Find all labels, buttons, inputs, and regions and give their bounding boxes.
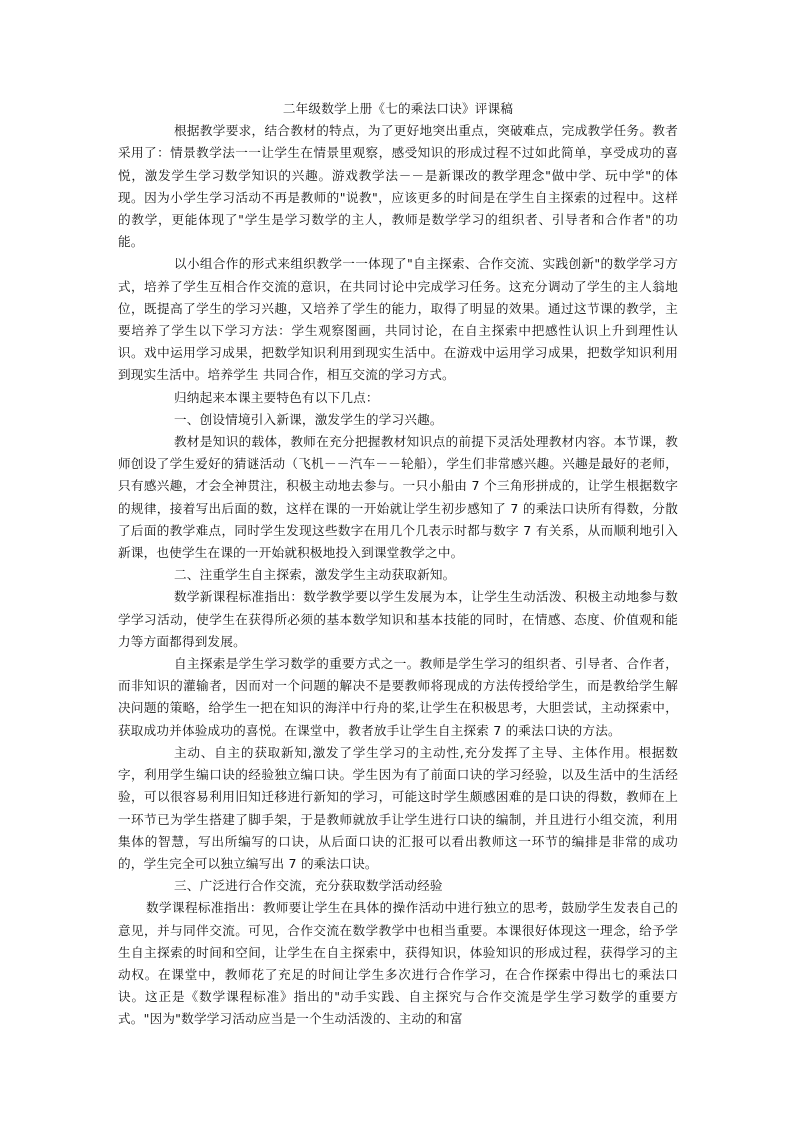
document-page	[118, 98, 678, 1031]
section-heading: 一、创设情境引入新课，激发学生的学习兴趣。	[174, 411, 443, 427]
document-title: 二年级数学上册《七的乘法口诀》评课稿	[282, 101, 514, 116]
section-heading: 二、注重学生自主探索，激发学生主动获取新知。	[174, 567, 456, 583]
paragraph: 数学课程标准指出：教师要让学生在具体的操作活动中进行独立的思考，鼓励学生发表自己的意见，并与同伴交流。可见，合作交流在数学教学中也相当重要。本课很好体现这一理念，给予学生自主探索的时间和空间，让学生在自主探索中，获得知识，体验知识的形成过程，获得学习的主动权。在课堂中，教师花了充足的时间让学生多次进行合作学习，在合作探索中得出七的乘法口诀。这正是《数学课程标准》指出的"动手实践、自主探究与合作交流是学生学习数学的重要方式。"因为"数学学习活动应当是一个生动活泼的、主动的和富	[118, 900, 678, 1027]
paragraph: 数学新课程标准指出：数学教学要以学生发展为本，让学生生动活泼、积极主动地参与数学学习活动，使学生在获得所必须的基本数学知识和基本技能的同时，在情感、态度、价值观和能力等方面都得到发展。	[118, 589, 678, 649]
section-heading: 三、广泛进行合作交流，充分获取数学活动经验	[174, 878, 443, 894]
paragraph: 教材是知识的载体，教师在充分把握教材知识点的前提下灵活处理教材内容。本节课，教师创设了学生爱好的猜谜活动（飞机－－汽车－－轮船），学生们非常感兴趣。兴趣是最好的老师，只有感兴趣，才会全神贯注，积极主动地去参与。一只小船由 7 个三角形拼成的，让学生根据数字的规律，接着写出后面的数，这样在课的一开始就让学生初步感知了 7 的乘法口诀所有得数，分散了后面的教学难点，同时学生发现这些数字在用几个几表示时都与数字 7 有关系，从而顺利地引入新课，也使学生在课的一开始就积极地投入到课堂教学之中。	[118, 434, 678, 561]
paragraph: 以小组合作的形式来组织教学一一体现了"自主探索、合作交流、实践创新"的数学学习方式，培养了学生互相合作交流的意识，在共同讨论中完成学习任务。这充分调动了学生的主人翁地位，既提高了学生的学习兴趣，又培养了学生的能力，取得了明显的效果。通过这节课的教学，主要培养了学生以下学习方法：学生观察图画，共同讨论，在自主探索中把感性认识上升到理性认识。戏中运用学习成果，把数学知识利用到现实生活中。在游戏中运用学习成果，把数学知识利用到现实生活中。培养学生 共同合作，相互交流的学习方式。	[118, 256, 678, 383]
paragraph: 归纳起来本课主要特色有以下几点：	[174, 389, 379, 405]
paragraph: 主动、自主的获取新知,激发了学生学习的主动性,充分发挥了主导、主体作用。根据数字，利用学生编口诀的经验独立编口诀。学生因为有了前面口诀的学习经验，以及生活中的生活经验，可以很容易利用旧知迁移进行新知的学习，可能这时学生颇感困难的是口诀的得数，教师在上一环节已为学生搭建了脚手架，于是教师就放手让学生进行口诀的编制，并且进行小组交流，利用集体的智慧，写出所编写的口诀，从后面口诀的汇报可以看出教师这一环节的编排是非常的成功的，学生完全可以独立编写出 7 的乘法口诀。	[118, 744, 678, 871]
paragraph: 根据教学要求，结合教材的特点，为了更好地突出重点，突破难点，完成教学任务。教者采用了：情景教学法一一让学生在情景里观察，感受知识的形成过程不过如此简单，享受成功的喜悦，激发学生学习数学知识的兴趣。游戏教学法－－是新课改的教学理念"做中学、玩中学"的体现。因为小学生学习活动不再是教师的"说教"，应该更多的时间是在学生自主探索的过程中。这样的教学，更能体现了"学生是学习数学的主人，教师是数学学习的组织者、引导者和合作者"的功能。	[118, 123, 678, 250]
paragraph: 自主探索是学生学习数学的重要方式之一。教师是学生学习的组织者、引导者、合作者，而非知识的灌输者，因而对一个问题的解决不是要教师将现成的方法传授给学生，而是教给学生解决问题的策略，给学生一把在知识的海洋中行舟的桨,让学生在积极思考，大胆尝试，主动探索中，获取成功并体验成功的喜悦。在课堂中，教者放手让学生自主探索 7 的乘法口诀的方法。	[118, 656, 678, 738]
